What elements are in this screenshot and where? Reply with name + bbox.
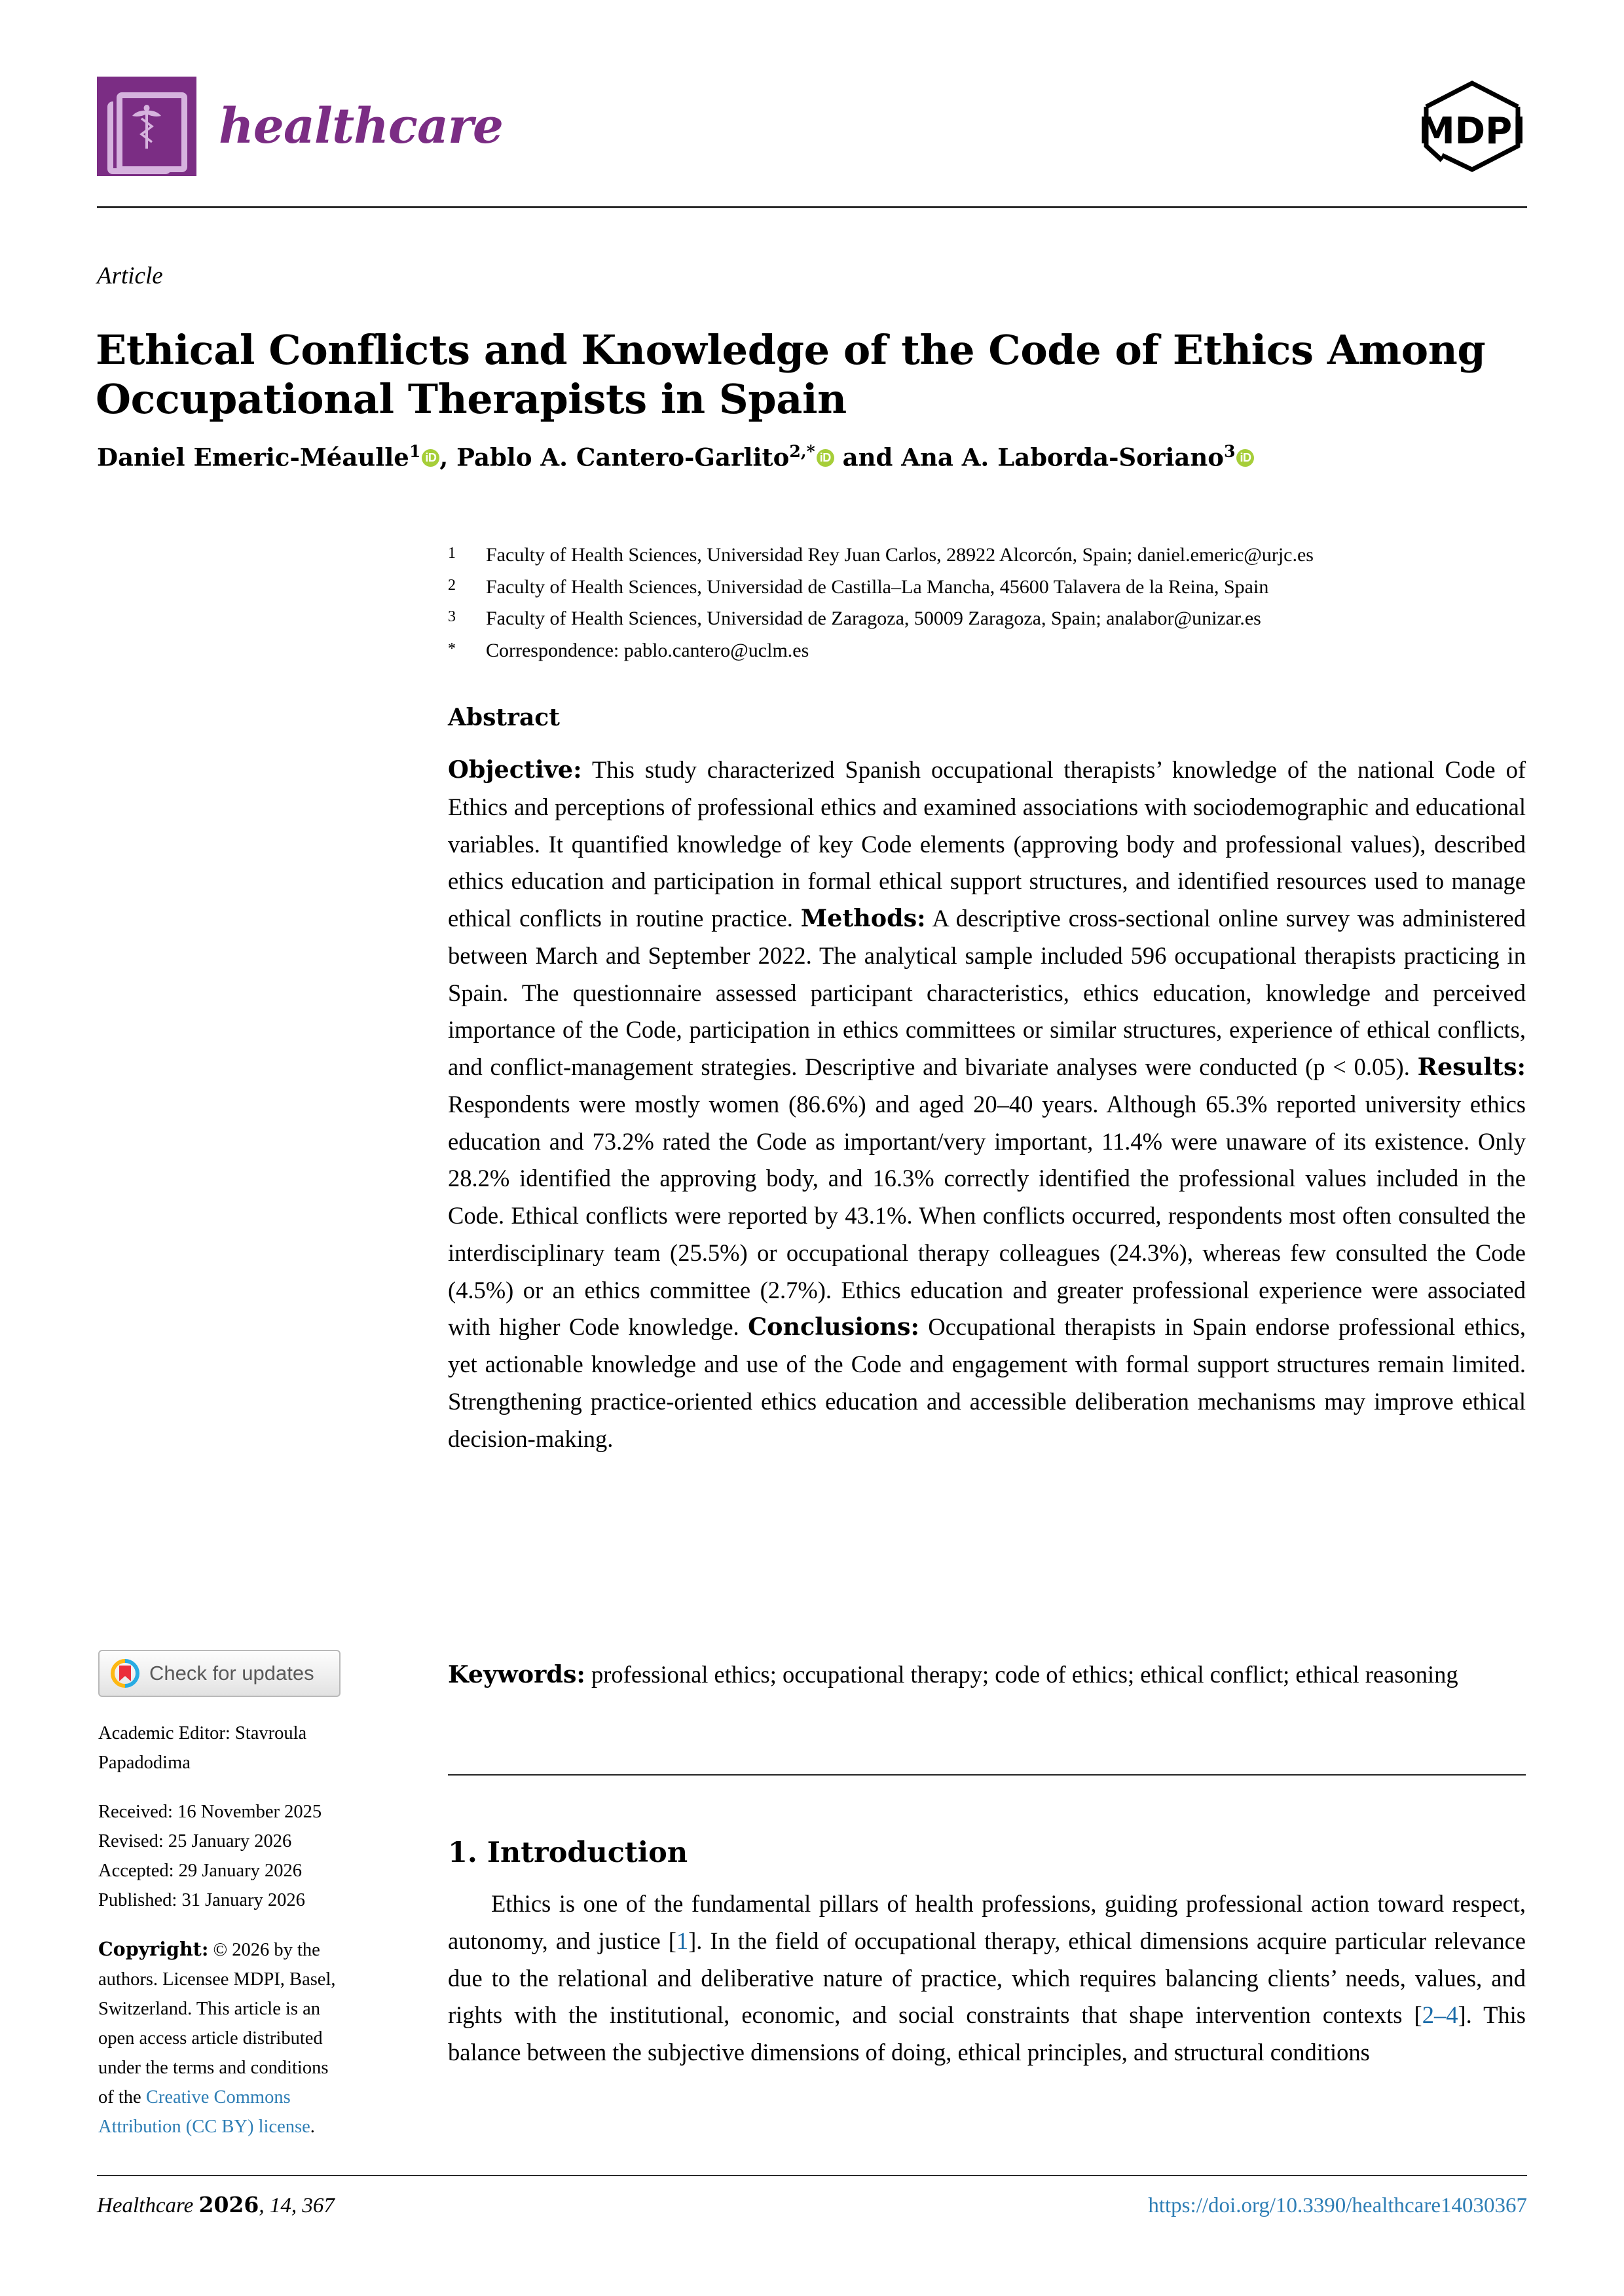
article-type-label: Article xyxy=(97,263,163,289)
affiliation-marker: 3 xyxy=(448,608,456,626)
orcid-icon[interactable]: iD xyxy=(817,449,834,467)
date-revised: Revised: 25 January 2026 xyxy=(98,1831,292,1852)
masthead xyxy=(97,77,1527,175)
author-name-3: and Ana A. Laborda-Soriano xyxy=(834,443,1224,472)
journal-citation-year: 2026 xyxy=(198,2192,259,2217)
academic-editor: Academic Editor: Stavroula Papadodima xyxy=(98,1723,307,1774)
author-affil-marker-3: 3 xyxy=(1223,441,1236,461)
abstract-results-text: Respondents were mostly women (86.6%) and aged 20–40 years. Although 65.3% reported university ethics education and 73.2% rated the Code as important/very important, 11.4% were unaware of its existence. Only 28.2% identified the approving body, and 16.3% correctly identified the professional values included in the Code. Ethical conflicts were reported by 43.1%. When conflicts occurred, respondents most often consulted the interdisciplinary team (25.5%) or occupational therapy colleagues (24.3%), whereas few consulted the Code (4.5%) or an ethics committee (2.7%). Ethics education and greater professional experience were associated with higher Code knowledge. xyxy=(448,1090,1526,1341)
intro-text-c: ]. This balance between the subjective dimensions of doing, ethical principles, and structural conditions xyxy=(448,2001,1526,2066)
author-name-2: , Pablo A. Cantero-Garlito xyxy=(439,443,790,472)
correspondence-marker: * xyxy=(448,640,456,657)
affiliation-text: Faculty of Health Sciences, Universidad de Zaragoza, 50009 Zaragoza, Spain; analabor@unizar.es xyxy=(486,608,1261,630)
abstract-conclusions-label: Conclusions: xyxy=(748,1313,919,1341)
journal-brand[interactable] xyxy=(97,77,503,176)
svg-text:MDPI: MDPI xyxy=(1418,110,1526,153)
cc-license-link[interactable]: Creative Commons Attribution (CC BY) license xyxy=(98,2087,310,2138)
journal-citation-rest: , 14, 367 xyxy=(259,2194,335,2217)
citation-link-1[interactable]: 1 xyxy=(676,1927,689,1954)
abstract-text xyxy=(448,752,1526,1457)
orcid-icon[interactable]: iD xyxy=(422,449,439,467)
affiliation-marker: 2 xyxy=(448,576,456,594)
affiliations-list xyxy=(448,539,1522,666)
author-name-1: Daniel Emeric-Méaulle xyxy=(97,443,409,472)
footer-divider xyxy=(97,2175,1527,2176)
abstract-objective-text: This study characterized Spanish occupational therapists’ knowledge of the national Code of Ethics and perceptions of professional ethics and examined associations with sociodemographic and educational variables. It quantified knowledge of key Code elements (approving body and professional values), described ethics education and participation in formal ethical support structures, and identified resources used to manage ethical conflicts in routine practice. xyxy=(448,756,1526,932)
affiliation-text: Faculty of Health Sciences, Universidad Rey Juan Carlos, 28922 Alcorcón, Spain; daniel.emeric@urjc.es xyxy=(486,544,1314,566)
section-heading-introduction: 1. Introduction xyxy=(448,1836,688,1869)
orcid-icon[interactable]: iD xyxy=(1236,449,1254,467)
abstract-methods-label: Methods: xyxy=(800,904,926,932)
crossmark-bookmark-icon xyxy=(110,1658,140,1688)
affiliation-marker: 1 xyxy=(448,545,456,562)
keywords-label: Keywords: xyxy=(448,1660,585,1688)
author-affil-marker-1: 1 xyxy=(409,441,421,461)
check-for-updates-button[interactable] xyxy=(98,1650,341,1697)
correspondence-item xyxy=(448,635,1522,667)
affiliation-item xyxy=(448,572,1522,604)
mdpi-hexagon-logo[interactable] xyxy=(1417,78,1527,175)
publication-dates xyxy=(98,1797,347,1915)
author-affil-marker-2: 2,* xyxy=(789,441,815,461)
date-accepted: Accepted: 29 January 2026 xyxy=(98,1861,303,1882)
journal-citation xyxy=(97,2192,335,2218)
abstract-methods-text: A descriptive cross-sectional online survey was administered between March and September 2022. The analytical sample included 596 occupational therapists practicing in Spain. The questionnaire assessed participant characteristics, ethics education, knowledge and perceived importance of the Code, participation in ethics committees or similar structures, experience of ethical conflicts, and conflict-management strategies. Descriptive and bivariate analyses were conducted (p < 0.05). xyxy=(448,905,1526,1080)
abstract-results-label: Results: xyxy=(1417,1053,1526,1081)
keywords-text: professional ethics; occupational therapy; code of ethics; ethical conflict; ethical reasoning xyxy=(585,1661,1458,1688)
caduceus-icon xyxy=(131,101,162,150)
header-divider xyxy=(97,206,1527,208)
keywords-block xyxy=(448,1656,1526,1694)
abstract-heading: Abstract xyxy=(448,704,560,731)
journal-citation-name: Healthcare xyxy=(97,2194,199,2217)
affiliation-item xyxy=(448,603,1522,635)
page-title: Ethical Conflicts and Knowledge of the Code of Ethics Among Occupational Therapists in Spain xyxy=(96,325,1486,424)
sidebar-metadata xyxy=(98,1719,347,2161)
affiliation-item xyxy=(448,539,1522,572)
date-published: Published: 31 January 2026 xyxy=(98,1890,305,1911)
abstract-objective-label: Objective: xyxy=(448,756,582,784)
copyright-notice xyxy=(98,1935,347,2141)
journal-name: healthcare xyxy=(219,98,503,155)
abstract-conclusions-text: Occupational therapists in Spain endorse professional ethics, yet actionable knowledge and use of the Code and engagement with formal support structures remain limited. Strengthening practice-oriented ethics education and accessible deliberation mechanisms may improve ethical decision-making. xyxy=(448,1313,1526,1452)
copyright-label: Copyright: xyxy=(98,1938,209,1961)
healthcare-book-caduceus-icon xyxy=(97,77,196,176)
page-footer xyxy=(97,2192,1527,2218)
doi-link[interactable]: https://doi.org/10.3390/healthcare14030367 xyxy=(1148,2194,1527,2217)
correspondence-text: Correspondence: pablo.cantero@uclm.es xyxy=(486,639,809,661)
date-received: Received: 16 November 2025 xyxy=(98,1802,322,1823)
copyright-tail: . xyxy=(310,2117,315,2138)
affiliation-text: Faculty of Health Sciences, Universidad de Castilla–La Mancha, 45600 Talavera de la Reina, Spain xyxy=(486,575,1269,598)
citation-link-2[interactable]: 2–4 xyxy=(1422,2001,1458,2029)
introduction-paragraph xyxy=(448,1886,1526,2071)
copyright-text: © 2026 by the authors. Licensee MDPI, Basel, Switzerland. This article is an open access article distributed under the terms and conditions of the xyxy=(98,1940,336,2108)
section-divider xyxy=(448,1774,1526,1776)
author-list xyxy=(97,440,1527,475)
check-for-updates-label: Check for updates xyxy=(149,1662,314,1685)
intro-text-a: Ethics is one of the fundamental pillars of health professions, guiding professional action toward respect, autonomy, and justice [ xyxy=(448,1890,1526,1954)
intro-text-b: ]. In the field of occupational therapy, ethical dimensions acquire particular relevance due to the relational and deliberative nature of practice, which requires balancing clients’ needs, values, and rights with the institutional, economic, and social constraints that shape intervention contexts [ xyxy=(448,1927,1526,2029)
